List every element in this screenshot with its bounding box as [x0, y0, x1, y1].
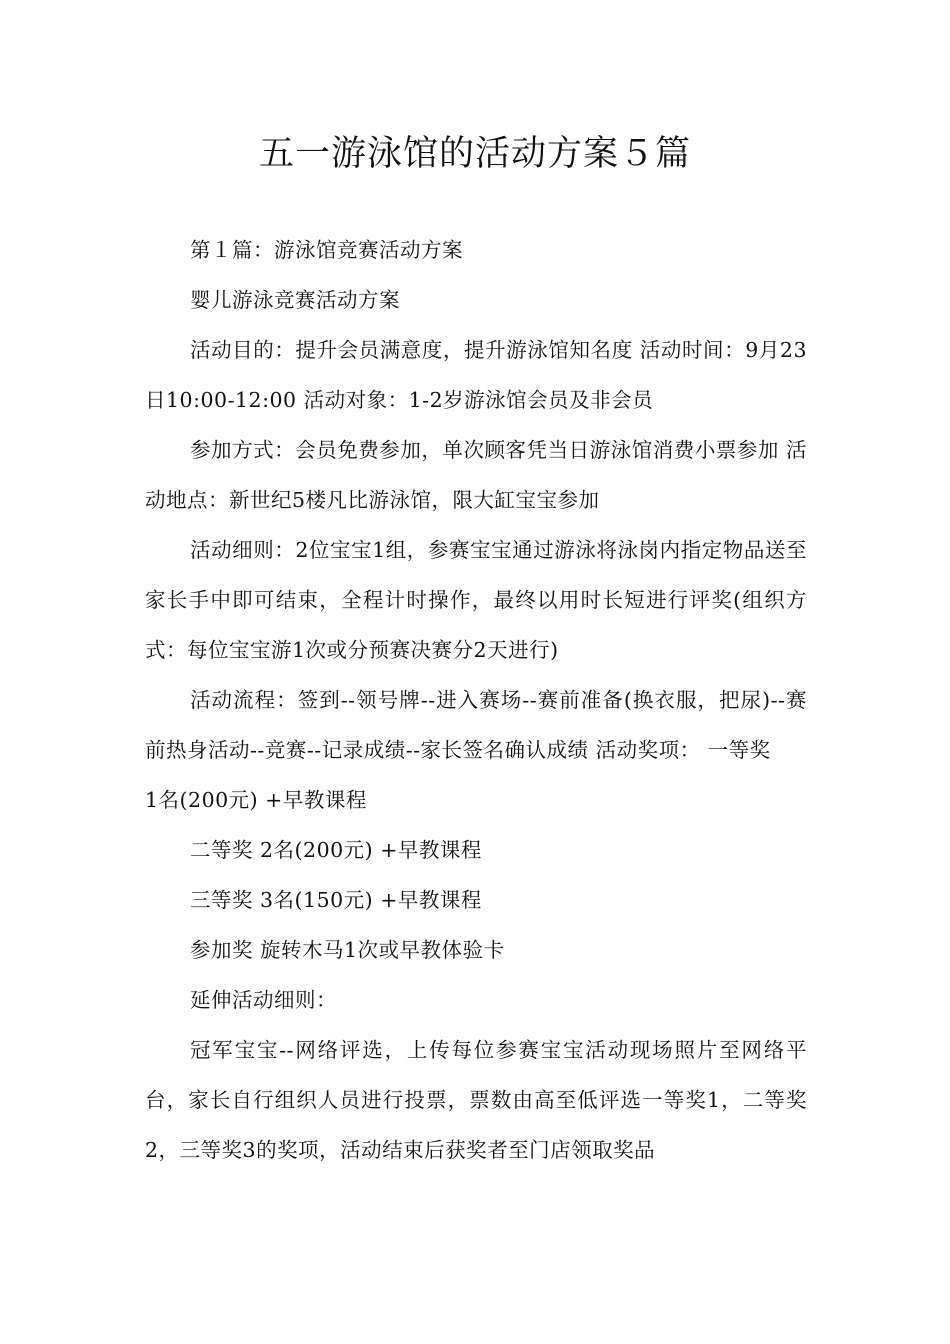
paragraph-plan-title: 婴儿游泳竞赛活动方案 — [190, 288, 400, 312]
paragraph-third-prize: 三等奖 3名(150元) +早教课程 — [190, 888, 482, 912]
paragraph-second-prize: 二等奖 2名(200元) +早教课程 — [190, 838, 482, 862]
paragraph-rules: 活动细则：2位宝宝1组，参赛宝宝通过游泳将泳岗内指定物品送至家长手中即可结束，全程计时操作，最终以用时长短进行评奖(组织方式：每位宝宝游1次或分预赛决赛分2天进行) — [145, 538, 807, 662]
paragraph-extension-heading: 延伸活动细则： — [190, 988, 337, 1012]
paragraph-participation: 参加方式：会员免费参加，单次顾客凭当日游泳馆消费小票参加 活动地点：新世纪5楼凡比游泳馆，限大缸宝宝参加 — [145, 438, 807, 512]
paragraph-process: 活动流程：签到--领号牌--进入赛场--赛前准备(换衣服，把尿)--赛前热身活动--竞赛--记录成绩--家长签名确认成绩 活动奖项： 一等奖 — [145, 688, 807, 762]
document-title: 五一游泳馆的活动方案５篇 — [258, 134, 691, 174]
paragraph-first-prize: 1名(200元) +早教课程 — [145, 788, 367, 812]
paragraph-purpose: 活动目的：提升会员满意度，提升游泳馆知名度 活动时间：9月23日10:00-12:00 活动对象：1-2岁游泳馆会员及非会员 — [145, 338, 807, 412]
paragraph-champion-voting: 冠军宝宝--网络评选，上传每位参赛宝宝活动现场照片至网络平台，家长自行组织人员进行投票，票数由高至低评选一等奖1，二等奖2，三等奖3的奖项，活动结束后获奖者至门店领取奖品 — [145, 1038, 807, 1162]
document-body — [145, 225, 807, 1175]
paragraph-participation-prize: 参加奖 旋转木马1次或早教体验卡 — [190, 938, 505, 962]
paragraph-section-heading: 第１篇：游泳馆竞赛活动方案 — [190, 238, 463, 262]
